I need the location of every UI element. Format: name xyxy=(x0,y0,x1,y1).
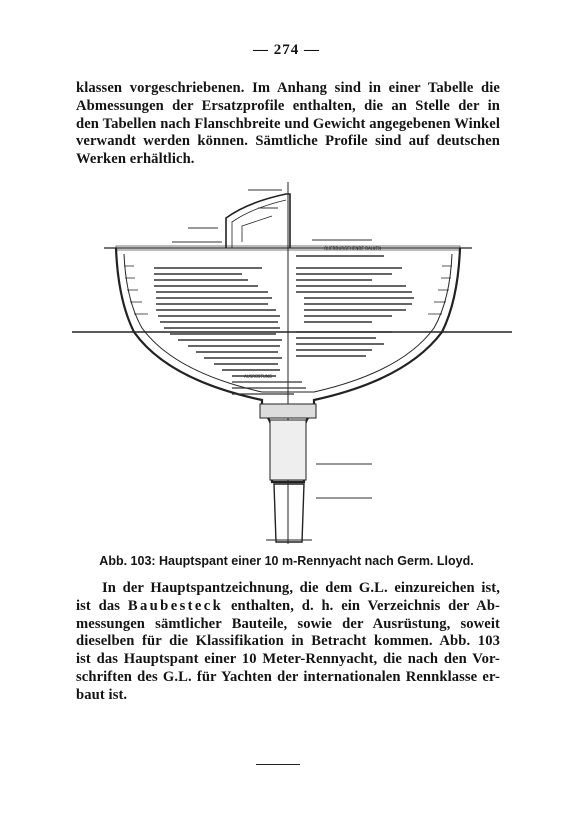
paragraph-line xyxy=(76,598,500,616)
footer-rule xyxy=(256,764,300,765)
paragraph-text: enthalten, d. h. ein Verzeichnis der Ab- xyxy=(230,597,500,614)
paragraph-line: verwandt werden können. Sämtliche Profile sind auf deutschen xyxy=(76,133,500,150)
hull-section-drawing xyxy=(72,182,512,552)
cabin-window xyxy=(242,216,272,242)
keel xyxy=(270,420,306,480)
page-number: — 274 — xyxy=(253,42,320,58)
paragraph-line: baut ist. xyxy=(76,686,128,703)
paragraph-line: In der Hauptspantzeichnung, die dem G.L. einzureichen ist, xyxy=(102,580,500,596)
figure-caption: Abb. 103: Hauptspant einer 10 m-Rennyacht nach Germ. Lloyd. xyxy=(99,554,474,568)
lead-keel xyxy=(274,484,304,542)
ausrustung-label: AUSRÜSTUNG xyxy=(244,374,272,379)
header-label: QUERDURGEHENDE BALKEN xyxy=(324,246,382,251)
hull-section-figure xyxy=(72,182,512,552)
paragraph-top xyxy=(76,80,500,169)
frame-marks-left xyxy=(124,266,148,314)
label-lines-left xyxy=(154,268,282,376)
paragraph-bottom xyxy=(76,580,500,705)
paragraph-line: messungen sämtlicher Bauteile, sowie der Ausrüstung, soweit xyxy=(76,615,500,632)
spaced-term: Baubesteck xyxy=(127,597,224,614)
paragraph-line: klassen vorgeschriebenen. Im Anhang sind in einer Tabelle die xyxy=(76,80,500,96)
paragraph-line: dieselben für die Klassifikation in Betracht kommen. Abb. 103 xyxy=(76,633,500,650)
keel-block xyxy=(260,404,316,418)
label-lines-right xyxy=(296,256,414,356)
paragraph-line: schriften des G.L. für Yachten der internationalen Rennklasse er- xyxy=(76,668,500,685)
frame-marks-right xyxy=(428,266,452,314)
paragraph-line: den Tabellen nach Flanschbreite und Gewicht angegebenen Winkel xyxy=(76,115,500,132)
paragraph-text: ist das xyxy=(76,597,121,614)
paragraph-line: Werken erhältlich. xyxy=(76,151,195,168)
paragraph-line: ist das Hauptspant einer 10 Meter-Rennyacht, die nach den Vor- xyxy=(76,651,500,668)
cabin-inner xyxy=(232,200,286,248)
paragraph-line: Abmessungen der Ersatzprofile enthalten, die an Stelle der in xyxy=(76,97,500,114)
